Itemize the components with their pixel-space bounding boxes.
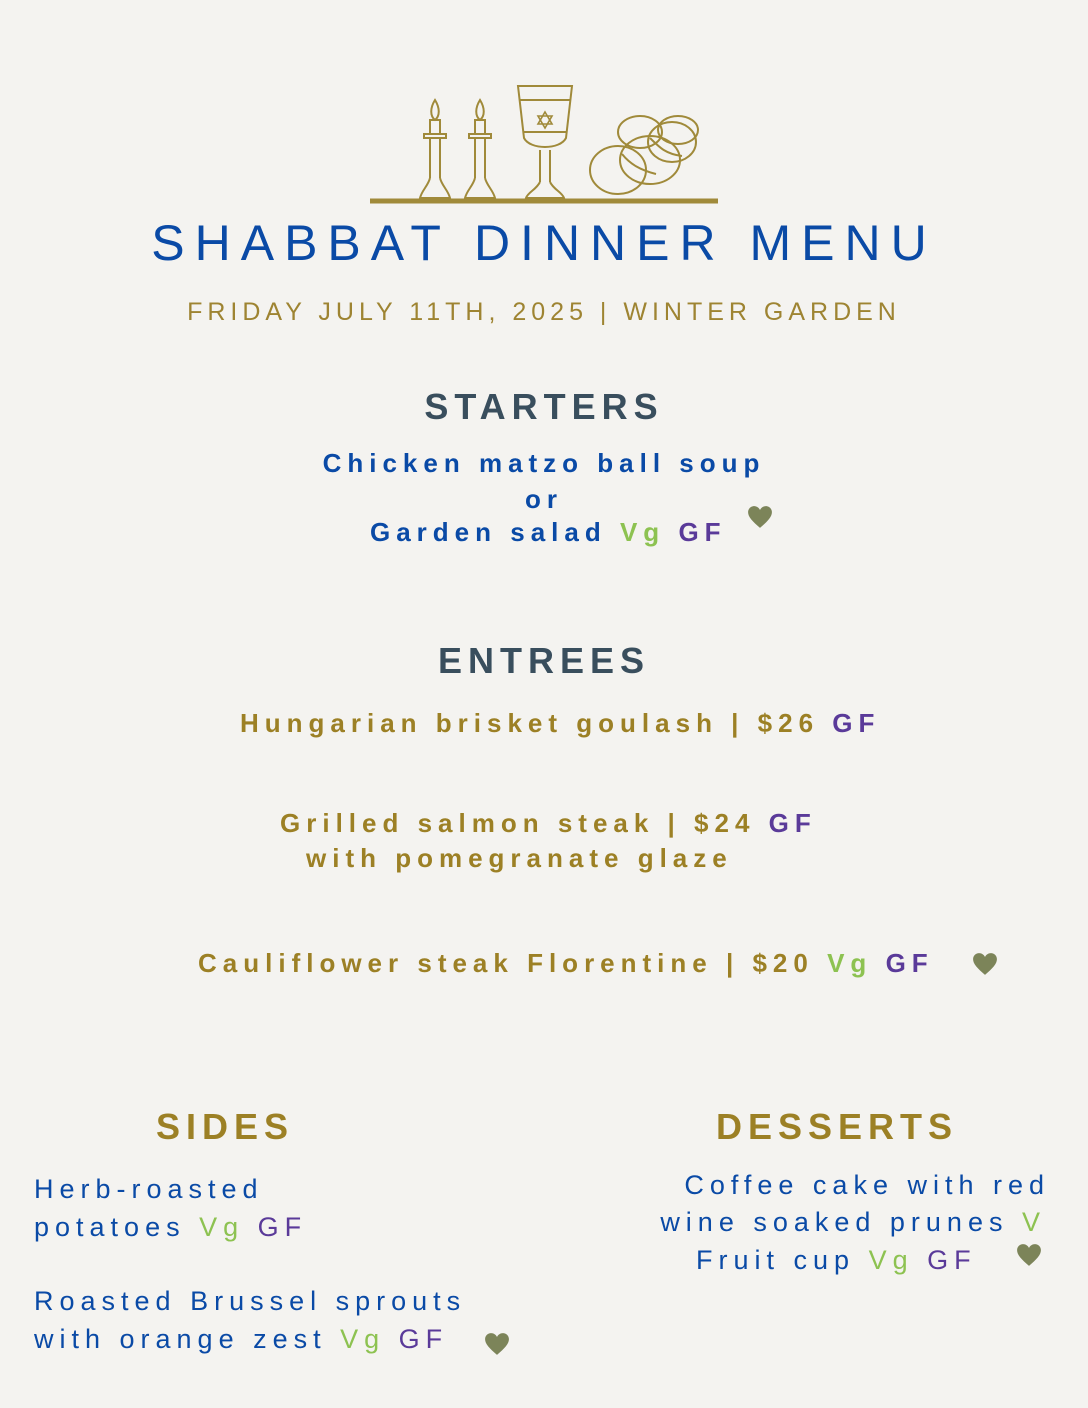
entree-salmon-label: Grilled salmon steak | $24 [280,808,756,838]
side-item-sprouts-line1: Roasted Brussel sprouts [34,1286,467,1316]
gluten-free-tag: GF [398,1324,449,1354]
dessert-item-fruit-cup [696,1245,977,1276]
side-item-sprouts [34,1324,448,1355]
vegetarian-tag: V [1021,1207,1046,1237]
vegan-tag: Vg [868,1245,914,1275]
starters-heading: STARTERS [424,386,664,427]
dessert-item-coffee-cake [660,1207,1046,1238]
heart-icon [972,952,998,976]
starter-item-soup: Chicken matzo ball soup [322,448,766,478]
side-potatoes-label: potatoes [34,1212,186,1242]
shabbat-illustration [360,78,730,208]
gluten-free-tag: GF [257,1212,308,1242]
starter-or: or [525,484,563,514]
side-item-potatoes-line1: Herb-roasted [34,1174,264,1204]
gluten-free-tag: GF [832,708,881,738]
dessert-item-coffee-cake-line1: Coffee cake with red [684,1170,1050,1200]
sides-heading: SIDES [156,1106,295,1147]
kiddush-cup-icon [518,86,572,198]
vegan-tag: Vg [340,1324,386,1354]
side-item-potatoes [34,1212,307,1243]
side-sprouts-label: with orange zest [34,1324,327,1354]
heart-icon [484,1332,510,1356]
entree-brisket-label: Hungarian brisket goulash | $26 [240,708,820,738]
dessert-coffee-cake-label: wine soaked prunes [660,1207,1009,1237]
vegan-tag: Vg [199,1212,245,1242]
entree-cauliflower-label: Cauliflower steak Florentine | $20 [198,948,814,978]
gluten-free-tag: GF [768,808,817,838]
candlestick-icon [420,100,450,198]
candlestick-icon [465,100,495,198]
event-subtitle: FRIDAY JULY 11TH, 2025 | WINTER GARDEN [187,298,901,326]
heart-icon [1016,1243,1042,1267]
gluten-free-tag: GF [927,1245,977,1275]
page-title: SHABBAT DINNER MENU [151,215,937,271]
entree-item-cauliflower [198,948,934,979]
entree-item-salmon [280,808,817,839]
entree-item-brisket [240,708,880,739]
gluten-free-tag: GF [885,948,934,978]
dessert-fruit-cup-label: Fruit cup [696,1245,856,1275]
entrees-heading: ENTREES [437,640,651,681]
starter-salad-label: Garden salad [370,517,607,547]
desserts-heading: DESSERTS [716,1106,959,1147]
entree-salmon-description: with pomegranate glaze [306,843,733,873]
heart-icon [747,505,773,529]
vegan-tag: Vg [619,517,666,547]
starter-item-salad [370,517,727,548]
gluten-free-tag: GF [678,517,727,547]
vegan-tag: Vg [827,948,873,978]
challah-icon [590,116,698,194]
